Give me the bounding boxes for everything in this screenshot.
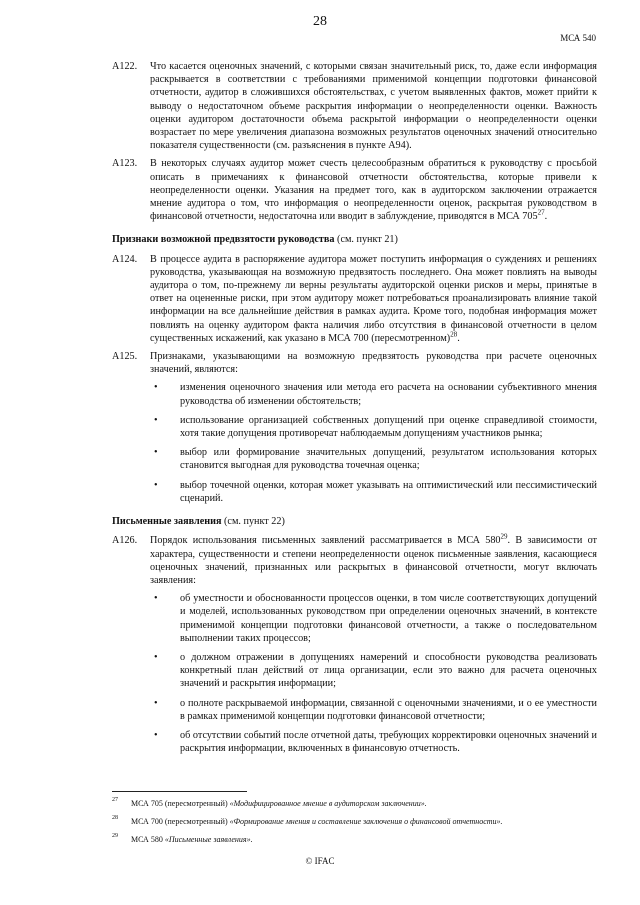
paragraph-a126: A126. Порядок использования письменных заявлений рассматривается в МСА $580^{29}$. В зависимости от характера, существенности и степени неопределенности оценок письменные заявления, касающиеся оценочных значений, признанных или раскрытых в финансовой отчетности, могут включать заявления: • об уместности и обоснованности процессов оценки, в том числе соответствующих допущений и моделей, использованных руководством при определении оценочных значений, в контексте применимой концепции подготовки финансовой отчетности, а также о последовательном выполнении таких процессов; • о должном отражении в допущениях намерений и способности руководства реализовать конкретный план действий от лица организации, если это важно для расчета оценочных значений и раскрытия информации; • о полноте раскрываемой информации, связанной с оценочными значениями, и о ее уместности в рамках применимой концепции подготовки финансовой отчетности; • об отсутствии событий после отчетной даты, требующих корректировки оценочных значений и раскрытия информации, включенных в финансовую отчетность. xyxy=(112,532,597,755)
footnotes xyxy=(112,799,597,853)
footnote-divider xyxy=(112,791,247,792)
list-item: • о полноте раскрываемой информации, связанной с оценочными значениями, и о ее уместности в рамках применимой концепции подготовки финансовой отчетности; xyxy=(154,697,597,722)
footnote-title: «Формирование мнения и составление заключения о финансовой отчетности». xyxy=(229,817,503,826)
footnote-number: 29 xyxy=(112,833,118,839)
footnote-ref-text: МСА 580 xyxy=(131,835,165,844)
list-item: • о должном отражении в допущениях намерений и способности руководства реализовать конкретный план действий от лица организации, если это важно для расчета оценочных значений и раскрытия информации; xyxy=(154,651,597,690)
page-number: 28 xyxy=(313,14,327,29)
paragraph-text: В некоторых случаях аудитор может счесть целесообразным обратиться к руководству с просьбой описать в примечаниях к финансовой отчетности обстоятельства, которые привели к неопределенности оценки. Указания на предмет того, как в аудиторском заключении отражается мнение аудитора о том, что информация о неопределенности оценок, раскрытая руководством в финансовой отчетности, недостаточна или вводит в заблуждение, приводятся в МСА 705 xyxy=(150,158,597,223)
paragraph-label: A126. xyxy=(112,535,138,547)
copyright-footer: © IFAC xyxy=(305,856,335,866)
footnote-number: 27 xyxy=(112,797,118,803)
paragraph-a124: A124. В процессе аудита в распоряжение аудитора может поступить информация о суждениях и решениях руководства, указывающая на возможную предвзятость последнего. Она может повлиять на выводы аудитора о том, по-прежнему ли верны результаты аудиторской оценки рисков и меры, принятые в ответ на оцененные риски, при этом аудитору может потребоваться проанализировать влияние такой информации на все дальнейшие действия в рамках аудита. Кроме того, подобная информация может повлиять на оценку аудитором факта наличия либо отсутствия в финансовой отчетности в целом существенных искажений, как указано в МСА 700 (пересмотренном)$^{28}$. xyxy=(112,253,597,344)
bullet-icon: • xyxy=(154,479,158,491)
bullet-list xyxy=(150,592,597,755)
footnote-ref-text: МСА 700 (пересмотренный) xyxy=(131,817,230,826)
list-item: • об уместности и обоснованности процессов оценки, в том числе соответствующих допущений и моделей, использованных руководством при определении оценочных значений, в контексте применимой концепции подготовки финансовой отчетности, а также о последовательном выполнении таких процессов; xyxy=(154,593,597,644)
footnote-title: «Письменные заявления». xyxy=(164,835,253,844)
footnote-ref-text: МСА 705 (пересмотренный) xyxy=(131,799,230,808)
bullet-icon: • xyxy=(154,447,158,459)
footnote-number: 28 xyxy=(112,815,118,821)
bullet-icon: • xyxy=(154,414,158,426)
paragraph-text: Порядок использования письменных заявлений рассматривается в МСА 580 xyxy=(150,535,501,547)
footnote-ref[interactable]: 28 xyxy=(450,330,458,339)
list-item: • выбор точечной оценки, которая может указывать на оптимистический или пессимистический сценарий. xyxy=(154,479,597,504)
footnote-ref[interactable]: 29 xyxy=(500,532,508,541)
footnote xyxy=(112,817,597,826)
paragraph-text: В процессе аудита в распоряжение аудитора может поступить информация о суждениях и решениях руководства, указывающая на возможную предвзятость последнего. Она может повлиять на выводы аудитора о том, по-прежнему ли верны результаты аудиторской оценки рисков и меры, принятые в ответ на оцененные риски, при этом аудитору может потребоваться проанализировать влияние такой информации на все дальнейшие действия в рамках аудита. Кроме того, подобная информация может повлиять на оценку аудитором факта наличия либо отсутствия в финансовой отчетности в целом существенных искажений, как указано в МСА 700 (пересмотренном) xyxy=(150,253,597,344)
bullet-icon: • xyxy=(154,651,158,663)
main-content xyxy=(112,60,597,761)
paragraph-label: A123. xyxy=(112,158,138,170)
paragraph-text: Что касается оценочных значений, с которыми связан значительный риск, то, даже если информация раскрывается в соответствии с требованиями применимой концепции подготовки финансовой отчетности, аудитор в сложившихся обстоятельствах, с учетом выявленных фактов, может прийти к выводу о недостаточном объеме раскрытия информации о неопределенности оценки. Важность оценки аудитором достаточности объема раскрытой информации о неопределенности оценки возрастает по мере увеличения диапазона возможных результатов оценочных значений относительно показателя существенности (см. разъяснения в пункте A94). xyxy=(150,61,597,152)
heading-ref: (см. пункт 21) xyxy=(334,234,398,246)
section-heading-bias xyxy=(112,233,597,246)
footnote xyxy=(112,799,597,808)
bullet-list xyxy=(150,381,597,505)
paragraph-text: Признаками, указывающими на возможную предвзятость руководства при расчете оценочных значений, являются: xyxy=(150,351,597,376)
list-item: • изменения оценочного значения или метода его расчета на основании субъективного мнения руководства об изменении обстоятельств; xyxy=(154,382,597,407)
paragraph-a122 xyxy=(112,60,597,152)
list-item: • об отсутствии событий после отчетной даты, требующих корректировки оценочных значений и раскрытия информации, включенных в финансовую отчетность. xyxy=(154,729,597,755)
heading-ref: (см. пункт 22) xyxy=(221,516,285,528)
section-heading-representations xyxy=(112,515,597,528)
footnote-title: «Модифицированное мнение в аудиторском заключении». xyxy=(229,799,427,808)
bullet-icon: • xyxy=(154,729,158,741)
list-item: • использование организацией собственных допущений при оценке справедливой стоимости, хотя такие допущения противоречат наблюдаемым допущениям участников рынка; xyxy=(154,414,597,440)
paragraph-label: A122. xyxy=(112,61,138,72)
paragraph-a123: A123. В некоторых случаях аудитор может счесть целесообразным обратиться к руководству с просьбой описать в примечаниях к финансовой отчетности обстоятельства, которые привели к неопределенности оценки. Указания на предмет того, как в аудиторском заключении отражается мнение аудитора о том, что информация о неопределенности оценок, раскрытая руководством в финансовой отчетности, недостаточна или вводит в заблуждение, приводятся в МСА $705^{27}$. xyxy=(112,158,597,223)
heading-title: Письменные заявления xyxy=(112,516,222,528)
standard-code: МСА 540 xyxy=(560,33,596,43)
paragraph-label: A125. xyxy=(112,351,138,363)
bullet-icon: • xyxy=(154,697,158,709)
bullet-icon: • xyxy=(154,382,158,394)
paragraph-label: A124. xyxy=(112,253,138,265)
heading-title: Признаки возможной предвзятости руководства xyxy=(112,234,335,246)
paragraph-a125 xyxy=(112,350,597,505)
footnote xyxy=(112,835,597,844)
list-item: • выбор или формирование значительных допущений, результатом использования которых становится выгодная для руководства точечная оценка; xyxy=(154,447,597,472)
bullet-icon: • xyxy=(154,593,158,605)
footnote-ref[interactable]: 27 xyxy=(537,208,545,217)
